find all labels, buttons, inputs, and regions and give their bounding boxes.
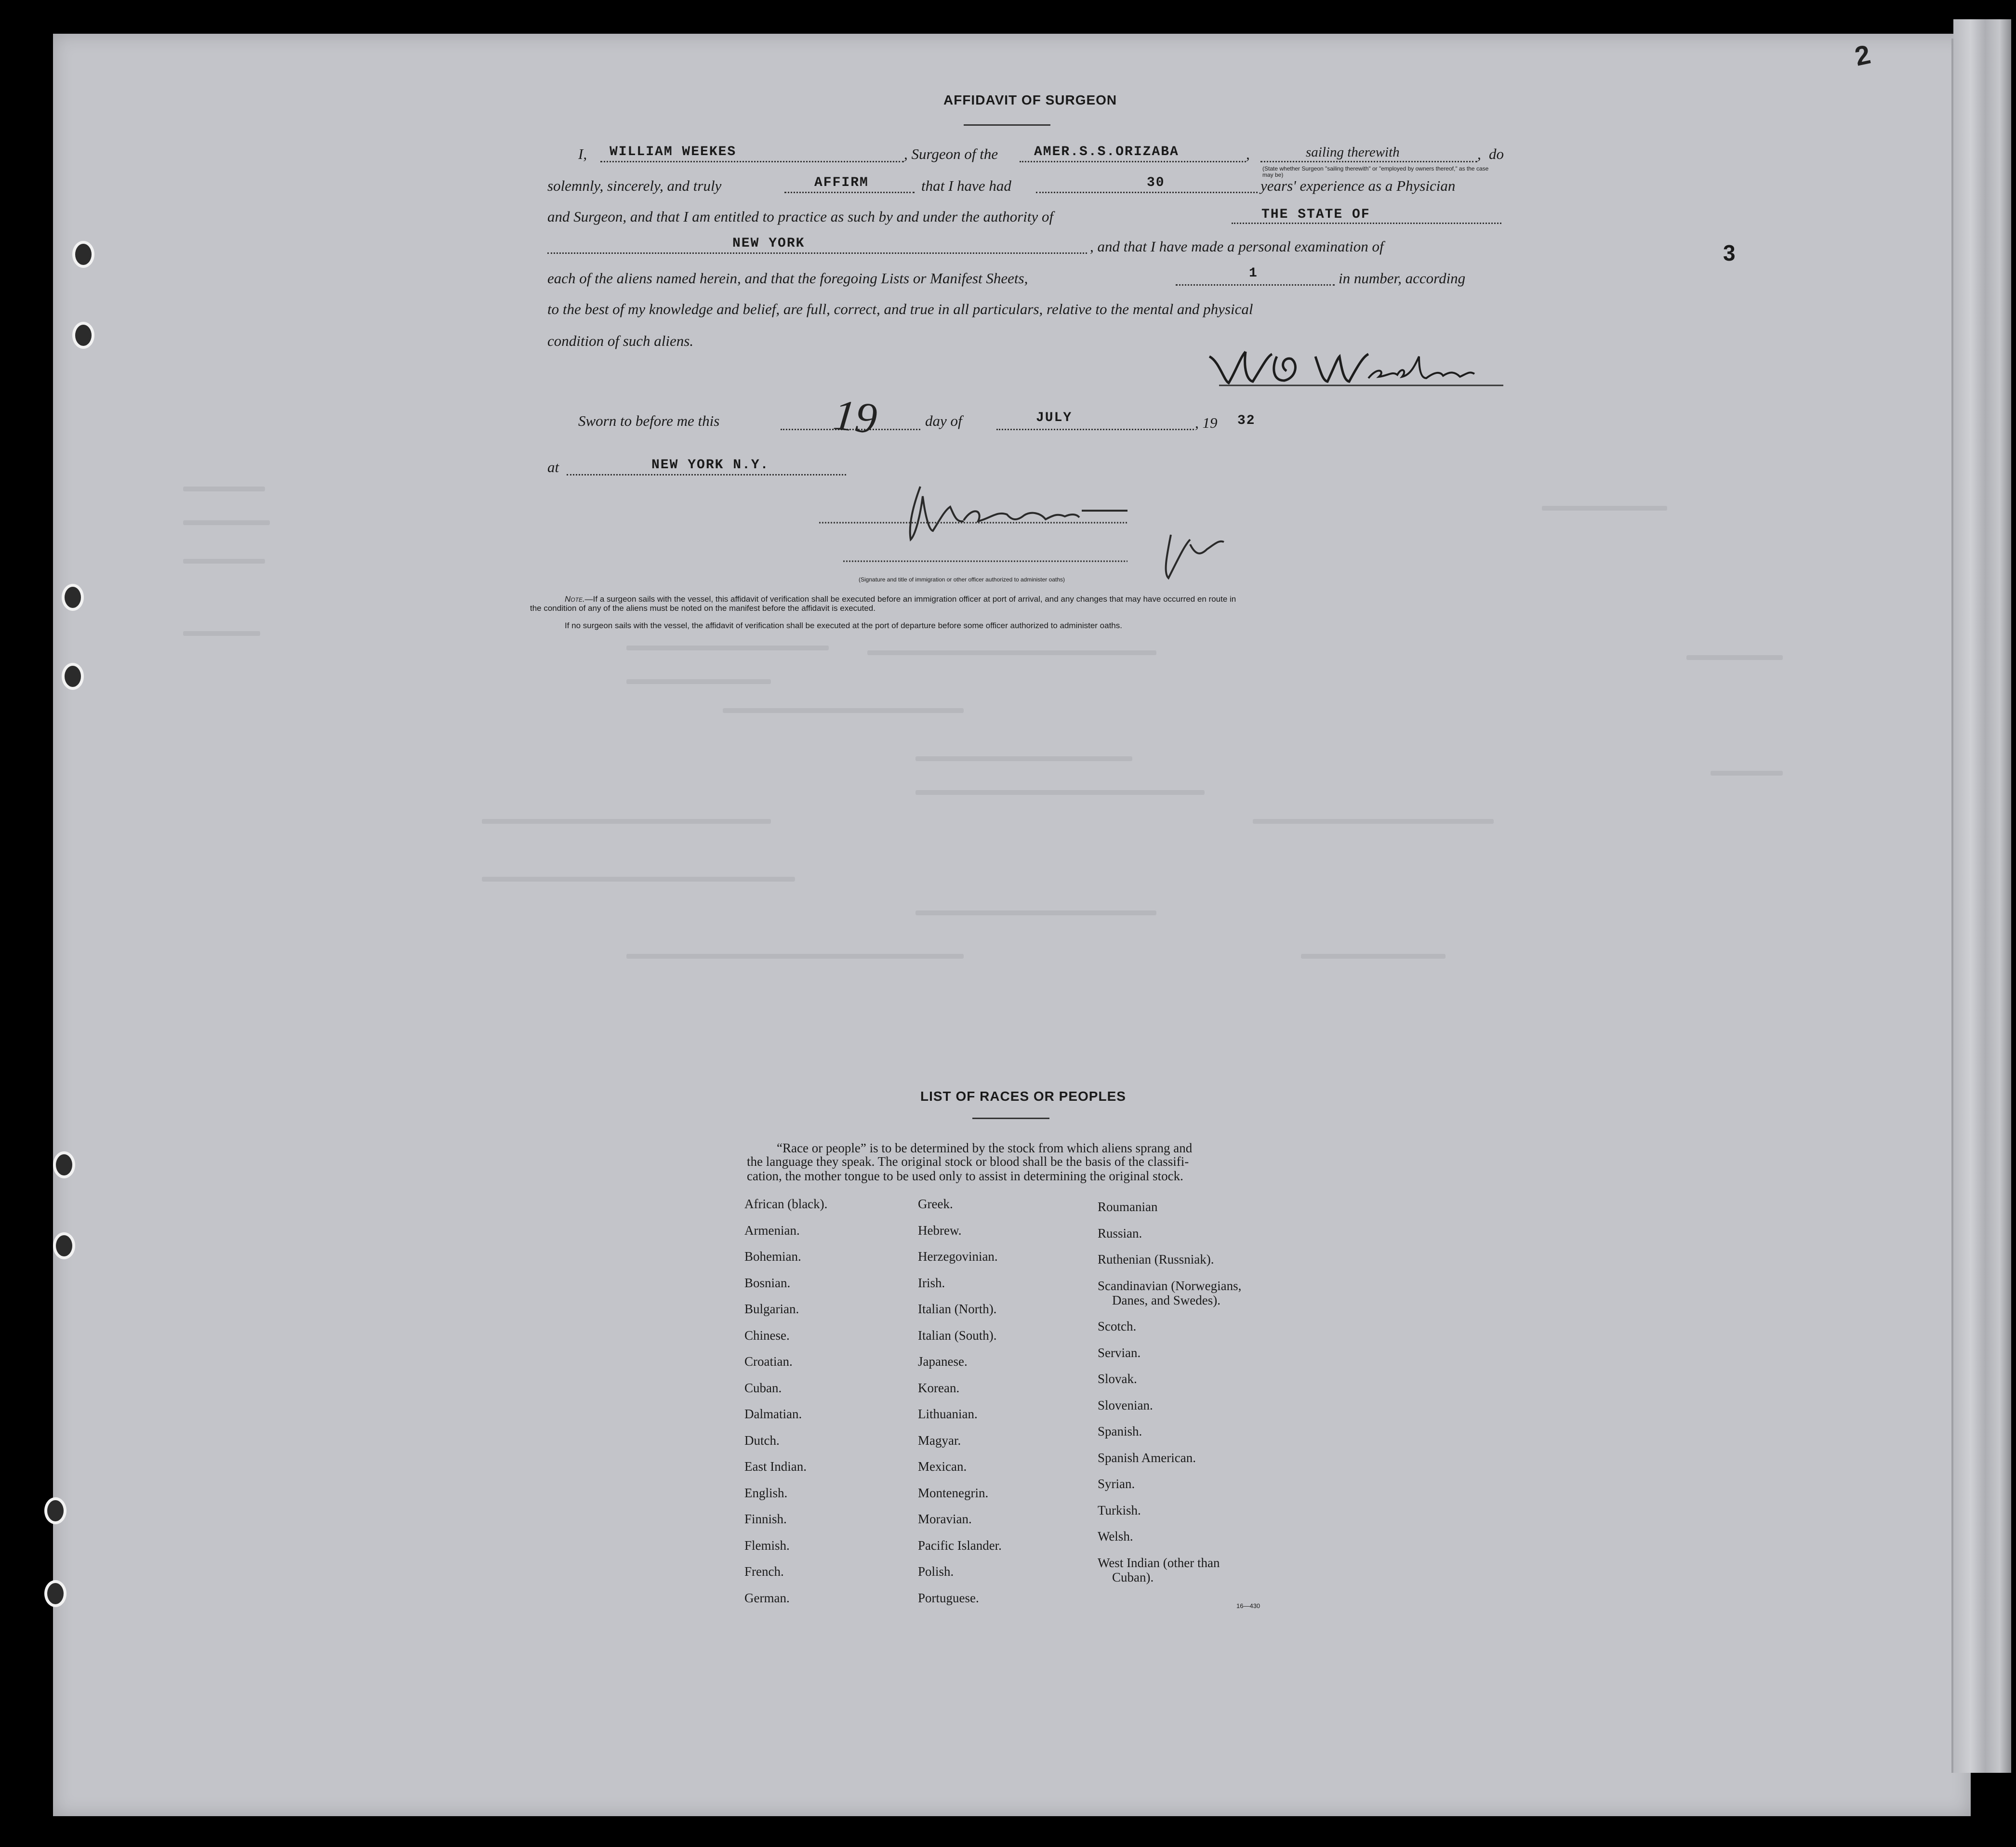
field-line: [567, 474, 846, 475]
races-col-2: [918, 1197, 1002, 1617]
affidavit-i: I,: [578, 145, 587, 162]
race-item: Mexican.: [918, 1459, 967, 1474]
surgeon-signature: [1200, 337, 1508, 395]
race-item: Finnish.: [744, 1512, 787, 1526]
note-label: Note.: [565, 594, 585, 604]
field-line: [600, 161, 904, 162]
races-col-3: [1098, 1200, 1241, 1596]
experience-text: years' experience as a Physician: [1260, 177, 1456, 194]
punch-hole: [62, 584, 84, 611]
race-item: Irish.: [918, 1275, 945, 1290]
affirm-value: AFFIRM: [814, 175, 869, 190]
authority-value: THE STATE OF: [1261, 207, 1370, 222]
do-text: do: [1489, 145, 1504, 162]
note-text-1: —If a surgeon sails with the vessel, this affidavit of verification shall be executed before an immigration officer at port of arrival, and any changes that may have occurred en route in: [584, 594, 1236, 604]
page-number: 3: [1723, 240, 1736, 265]
race-item: Dalmatian.: [744, 1407, 802, 1421]
race-item: Turkish.: [1098, 1503, 1141, 1517]
race-item: East Indian.: [744, 1459, 807, 1474]
field-line: [996, 429, 1194, 430]
race-item: Croatian.: [744, 1354, 793, 1369]
authority-text: and Surgeon, and that I am entitled to practice as such by and under the authority of: [547, 208, 1054, 225]
races-intro-2: the language they speak. The original stock or blood shall be the basis of the classifi-: [747, 1154, 1189, 1169]
races-title: LIST OF RACES OR PEOPLES: [920, 1089, 1126, 1104]
sworn-month: JULY: [1036, 410, 1073, 425]
race-item: African (black).: [744, 1197, 828, 1211]
race-item: Roumanian: [1098, 1200, 1158, 1214]
punch-hole: [62, 663, 84, 690]
race-item: Scandinavian (Norwegians,: [1098, 1278, 1242, 1293]
note-text-3: If no surgeon sails with the vessel, the affidavit of verification shall be executed at the port of departure before some officer authorized to administer oaths.: [565, 621, 1122, 630]
race-item: English.: [744, 1485, 788, 1500]
race-item: Syrian.: [1098, 1477, 1135, 1491]
race-item: Moravian.: [918, 1512, 972, 1526]
sworn-day: 19: [831, 391, 879, 443]
race-item: Danes, and Swedes).: [1112, 1293, 1220, 1307]
race-item: Spanish.: [1098, 1424, 1142, 1438]
races-intro-1: “Race or people” is to be determined by the stock from which aliens sprang and: [777, 1141, 1193, 1155]
condition-text: condition of such aliens.: [547, 332, 694, 349]
field-line: [784, 192, 915, 193]
vessel-name: AMER.S.S.ORIZABA: [1034, 145, 1179, 159]
race-item: Bosnian.: [744, 1275, 791, 1290]
punch-hole: [72, 241, 94, 268]
race-item: Spanish American.: [1098, 1450, 1196, 1465]
punch-hole: [53, 1232, 75, 1259]
field-line: [1176, 284, 1335, 286]
race-item: Ruthenian (Russniak).: [1098, 1252, 1214, 1267]
sheet-count: 1: [1249, 266, 1258, 281]
punch-hole: [44, 1497, 66, 1524]
race-item: Polish.: [918, 1564, 954, 1579]
race-item: Herzegovinian.: [918, 1249, 998, 1264]
race-item: Welsh.: [1098, 1529, 1133, 1544]
race-item: Dutch.: [744, 1433, 780, 1448]
race-item: Hebrew.: [918, 1223, 962, 1238]
sworn-place: NEW YORK N.Y.: [651, 458, 769, 473]
solemnly-text: solemnly, sincerely, and truly: [547, 177, 722, 194]
surgeon-of-text: , Surgeon of the: [904, 145, 998, 162]
manifest-text: each of the aliens named herein, and that the foregoing Lists or Manifest Sheets,: [547, 270, 1028, 287]
knowledge-text: to the best of my knowledge and belief, are full, correct, and true in all particulars, relative to the mental and physical: [547, 301, 1253, 317]
status-hint: (State whether Surgeon "sailing therewith" or "employed by owners thereof," as the case may be): [1262, 165, 1489, 178]
signature-caption: (Signature and title of immigration or other officer authorized to administer oaths): [859, 576, 1065, 583]
surgeon-name: WILLIAM WEEKES: [610, 145, 737, 159]
field-line: [1232, 223, 1501, 224]
race-item: Cuban.: [744, 1380, 782, 1395]
examination-text: , and that I have made a personal examination of: [1090, 238, 1384, 255]
affidavit-note: [565, 595, 1528, 604]
race-item: Bulgarian.: [744, 1302, 799, 1316]
races-col-1: [744, 1197, 827, 1617]
years-value: 30: [1147, 175, 1165, 190]
sworn-label: Sworn to before me this: [578, 412, 720, 429]
officer-signature: [809, 477, 1282, 593]
race-item: Bohemian.: [744, 1249, 801, 1264]
state-value: NEW YORK: [732, 236, 805, 251]
form-number: 16—430: [1236, 1602, 1260, 1610]
page-stack-edge-line: [1951, 39, 1953, 1773]
punch-hole: [72, 322, 94, 349]
sworn-year: 32: [1237, 413, 1256, 428]
race-item: Italian (South).: [918, 1328, 997, 1343]
have-had-text: that I have had: [921, 177, 1011, 194]
note-text-2: the condition of any of the aliens must be noted on the manifest before the affidavit is executed.: [530, 604, 875, 613]
day-of-text: day of: [925, 412, 962, 429]
races-intro-3: cation, the mother tongue to be used only to assist in determining the original stock.: [747, 1169, 1183, 1183]
race-item: Italian (North).: [918, 1302, 997, 1316]
race-item: Chinese.: [744, 1328, 790, 1343]
race-item: Slovak.: [1098, 1372, 1137, 1386]
race-item: German.: [744, 1590, 790, 1605]
race-item: West Indian (other than: [1098, 1555, 1220, 1570]
at-label: at: [547, 459, 559, 475]
field-line: [1260, 161, 1477, 162]
race-item: Slovenian.: [1098, 1398, 1153, 1412]
race-item: Magyar.: [918, 1433, 961, 1448]
race-item: Armenian.: [744, 1223, 800, 1238]
race-item: Cuban).: [1112, 1570, 1154, 1584]
field-line: [1020, 161, 1246, 162]
title-underline: [964, 124, 1050, 126]
field-line: [1036, 192, 1258, 193]
race-item: Servian.: [1098, 1345, 1141, 1360]
race-item: Lithuanian.: [918, 1407, 978, 1421]
race-item: Montenegrin.: [918, 1485, 989, 1500]
race-item: French.: [744, 1564, 784, 1579]
race-item: Japanese.: [918, 1354, 968, 1369]
race-item: Pacific Islander.: [918, 1538, 1002, 1553]
race-item: Flemish.: [744, 1538, 790, 1553]
year-prefix: , 19: [1195, 414, 1218, 431]
punch-hole: [53, 1151, 75, 1178]
surgeon-status: sailing therewith: [1306, 145, 1400, 160]
punch-hole: [44, 1580, 66, 1607]
affidavit-title: AFFIDAVIT OF SURGEON: [943, 92, 1117, 107]
page-tag: 2: [1852, 39, 1873, 72]
races-title-underline: [972, 1118, 1049, 1119]
in-number-text: in number, according: [1339, 270, 1466, 287]
race-item: Korean.: [918, 1380, 960, 1395]
field-line: [547, 252, 1087, 254]
race-item: Russian.: [1098, 1226, 1142, 1240]
race-item: Greek.: [918, 1197, 953, 1211]
race-item: Portuguese.: [918, 1590, 979, 1605]
race-item: Scotch.: [1098, 1319, 1137, 1333]
page-stack-edge: [1953, 19, 2011, 1773]
